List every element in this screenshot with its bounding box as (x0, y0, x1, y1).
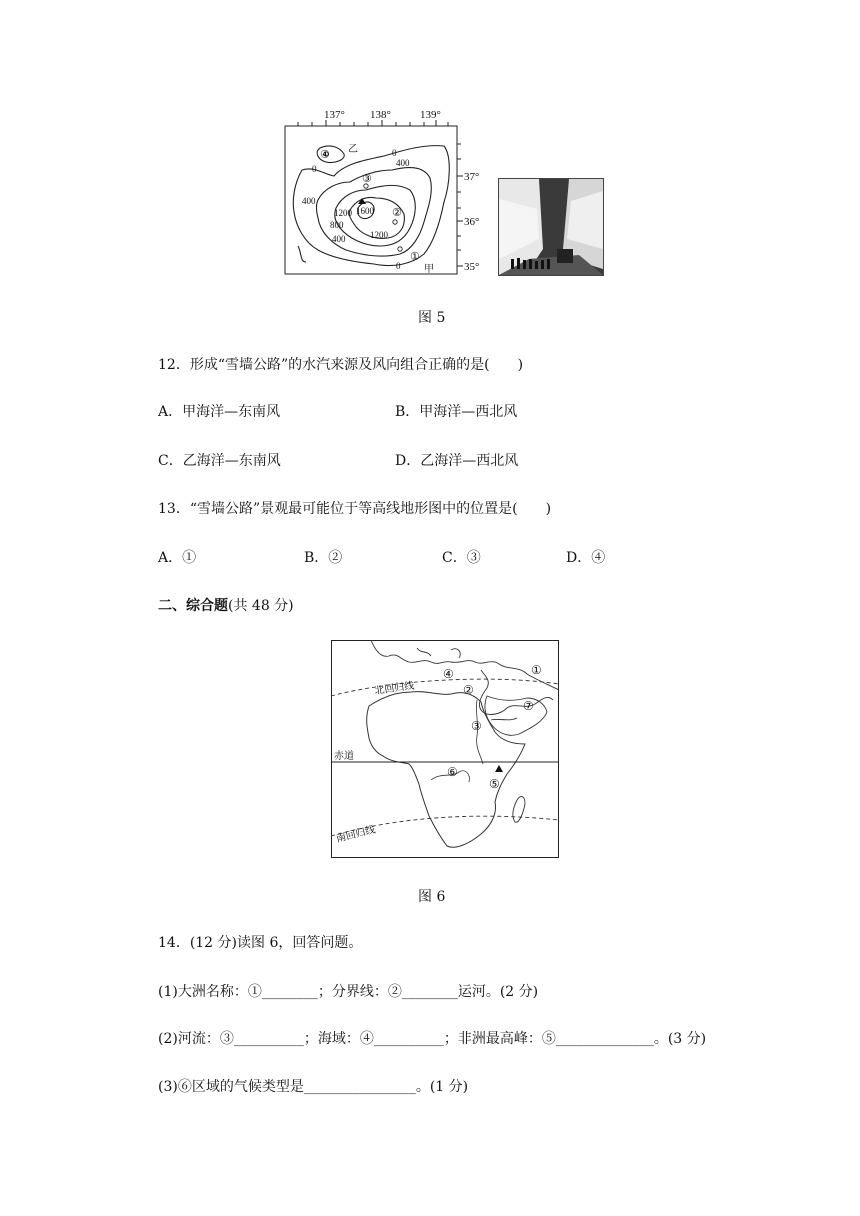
point-label-2: ② (392, 207, 402, 219)
q14-stem: 14．(12 分)读图 6，回答问题。 (158, 935, 363, 951)
lat-label-36: 36° (464, 216, 480, 228)
point-label-2: ② (463, 683, 474, 697)
contour-label: 1200 (370, 230, 388, 240)
region-label-jia: 甲 (424, 264, 434, 275)
snow-wall-photo (498, 178, 604, 276)
q13-option-b: B．② (304, 550, 343, 566)
lat-label-35: 35° (464, 261, 480, 273)
contour-label: 400 (396, 158, 410, 168)
q14-part2: (2)河流：③__________；海域：④__________；非洲最高峰：⑤______________。(3 分) (158, 1031, 707, 1047)
point-label-1: ① (531, 663, 542, 677)
q12-option-d: D．乙海洋—西北风 (395, 453, 519, 469)
q12-stem: 12．形成“雪墙公路”的水汽来源及风向组合正确的是( ) (158, 357, 524, 373)
lon-label-139: 139° (420, 109, 441, 121)
lon-label-137: 137° (324, 109, 345, 121)
figure6-africa-map (331, 640, 559, 858)
lat-labels (464, 171, 479, 273)
point-label-6: ⑥ (447, 765, 458, 779)
lat-label-37: 37° (464, 171, 480, 183)
lon-labels (324, 109, 441, 121)
section2-heading (158, 597, 294, 615)
contour-label: 400 (302, 196, 316, 206)
q12-option-a: A．甲海洋—东南风 (158, 404, 281, 420)
section2-suffix: (共 48 分) (228, 598, 294, 614)
q13-option-a: A．① (158, 550, 197, 566)
q13-option-c: C．③ (442, 550, 481, 566)
contour-label: 400 (332, 234, 346, 244)
label-equator: 赤道 (334, 751, 354, 762)
figure6-caption: 图 6 (418, 889, 446, 905)
contour-label: 0 (396, 261, 401, 271)
contour-map-svg (284, 104, 494, 276)
figure5-caption: 图 5 (418, 310, 446, 326)
label-tropic-of-capricorn: 南回归线 (335, 824, 377, 845)
small-stroke (298, 246, 306, 262)
right-ticks (457, 144, 463, 266)
q12-option-c: C．乙海洋—东南风 (158, 453, 281, 469)
point-label-7: ⑦ (523, 699, 534, 713)
point-label-3: ③ (471, 719, 482, 733)
point-label-4: ④ (443, 667, 454, 681)
q12-option-b: B．甲海洋—西北风 (395, 404, 518, 420)
contour-label: 0 (392, 148, 397, 158)
contour-label: 0 (312, 164, 317, 174)
q13-stem: 13．“雪墙公路”景观最可能位于等高线地形图中的位置是( ) (158, 501, 552, 517)
contour-label: 800 (330, 220, 344, 230)
q14-part1: (1)大洲名称：①________；分界线：②________运河。(2 分) (158, 984, 539, 1000)
label-tropic-of-cancer: 北回归线 (373, 680, 416, 697)
point-label-3: ③ (362, 173, 372, 185)
snow-wall-photo-svg (499, 179, 603, 275)
q14-part3: (3)⑥区域的气候类型是________________。(1 分) (158, 1079, 469, 1095)
figure5-contour-map (284, 104, 494, 276)
africa-map-svg (331, 640, 559, 858)
point-label-5: ⑤ (489, 777, 500, 791)
point-label-1: ① (410, 251, 420, 263)
point-label-4: ④ (320, 149, 330, 161)
contour-label: 1600 (356, 206, 374, 216)
contour-label: 1200 (334, 208, 352, 218)
q13-option-d: D．④ (566, 550, 606, 566)
section2-prefix: 二、综合题 (158, 598, 228, 614)
region-label-yi: 乙 (348, 144, 358, 155)
lon-label-138: 138° (370, 109, 391, 121)
